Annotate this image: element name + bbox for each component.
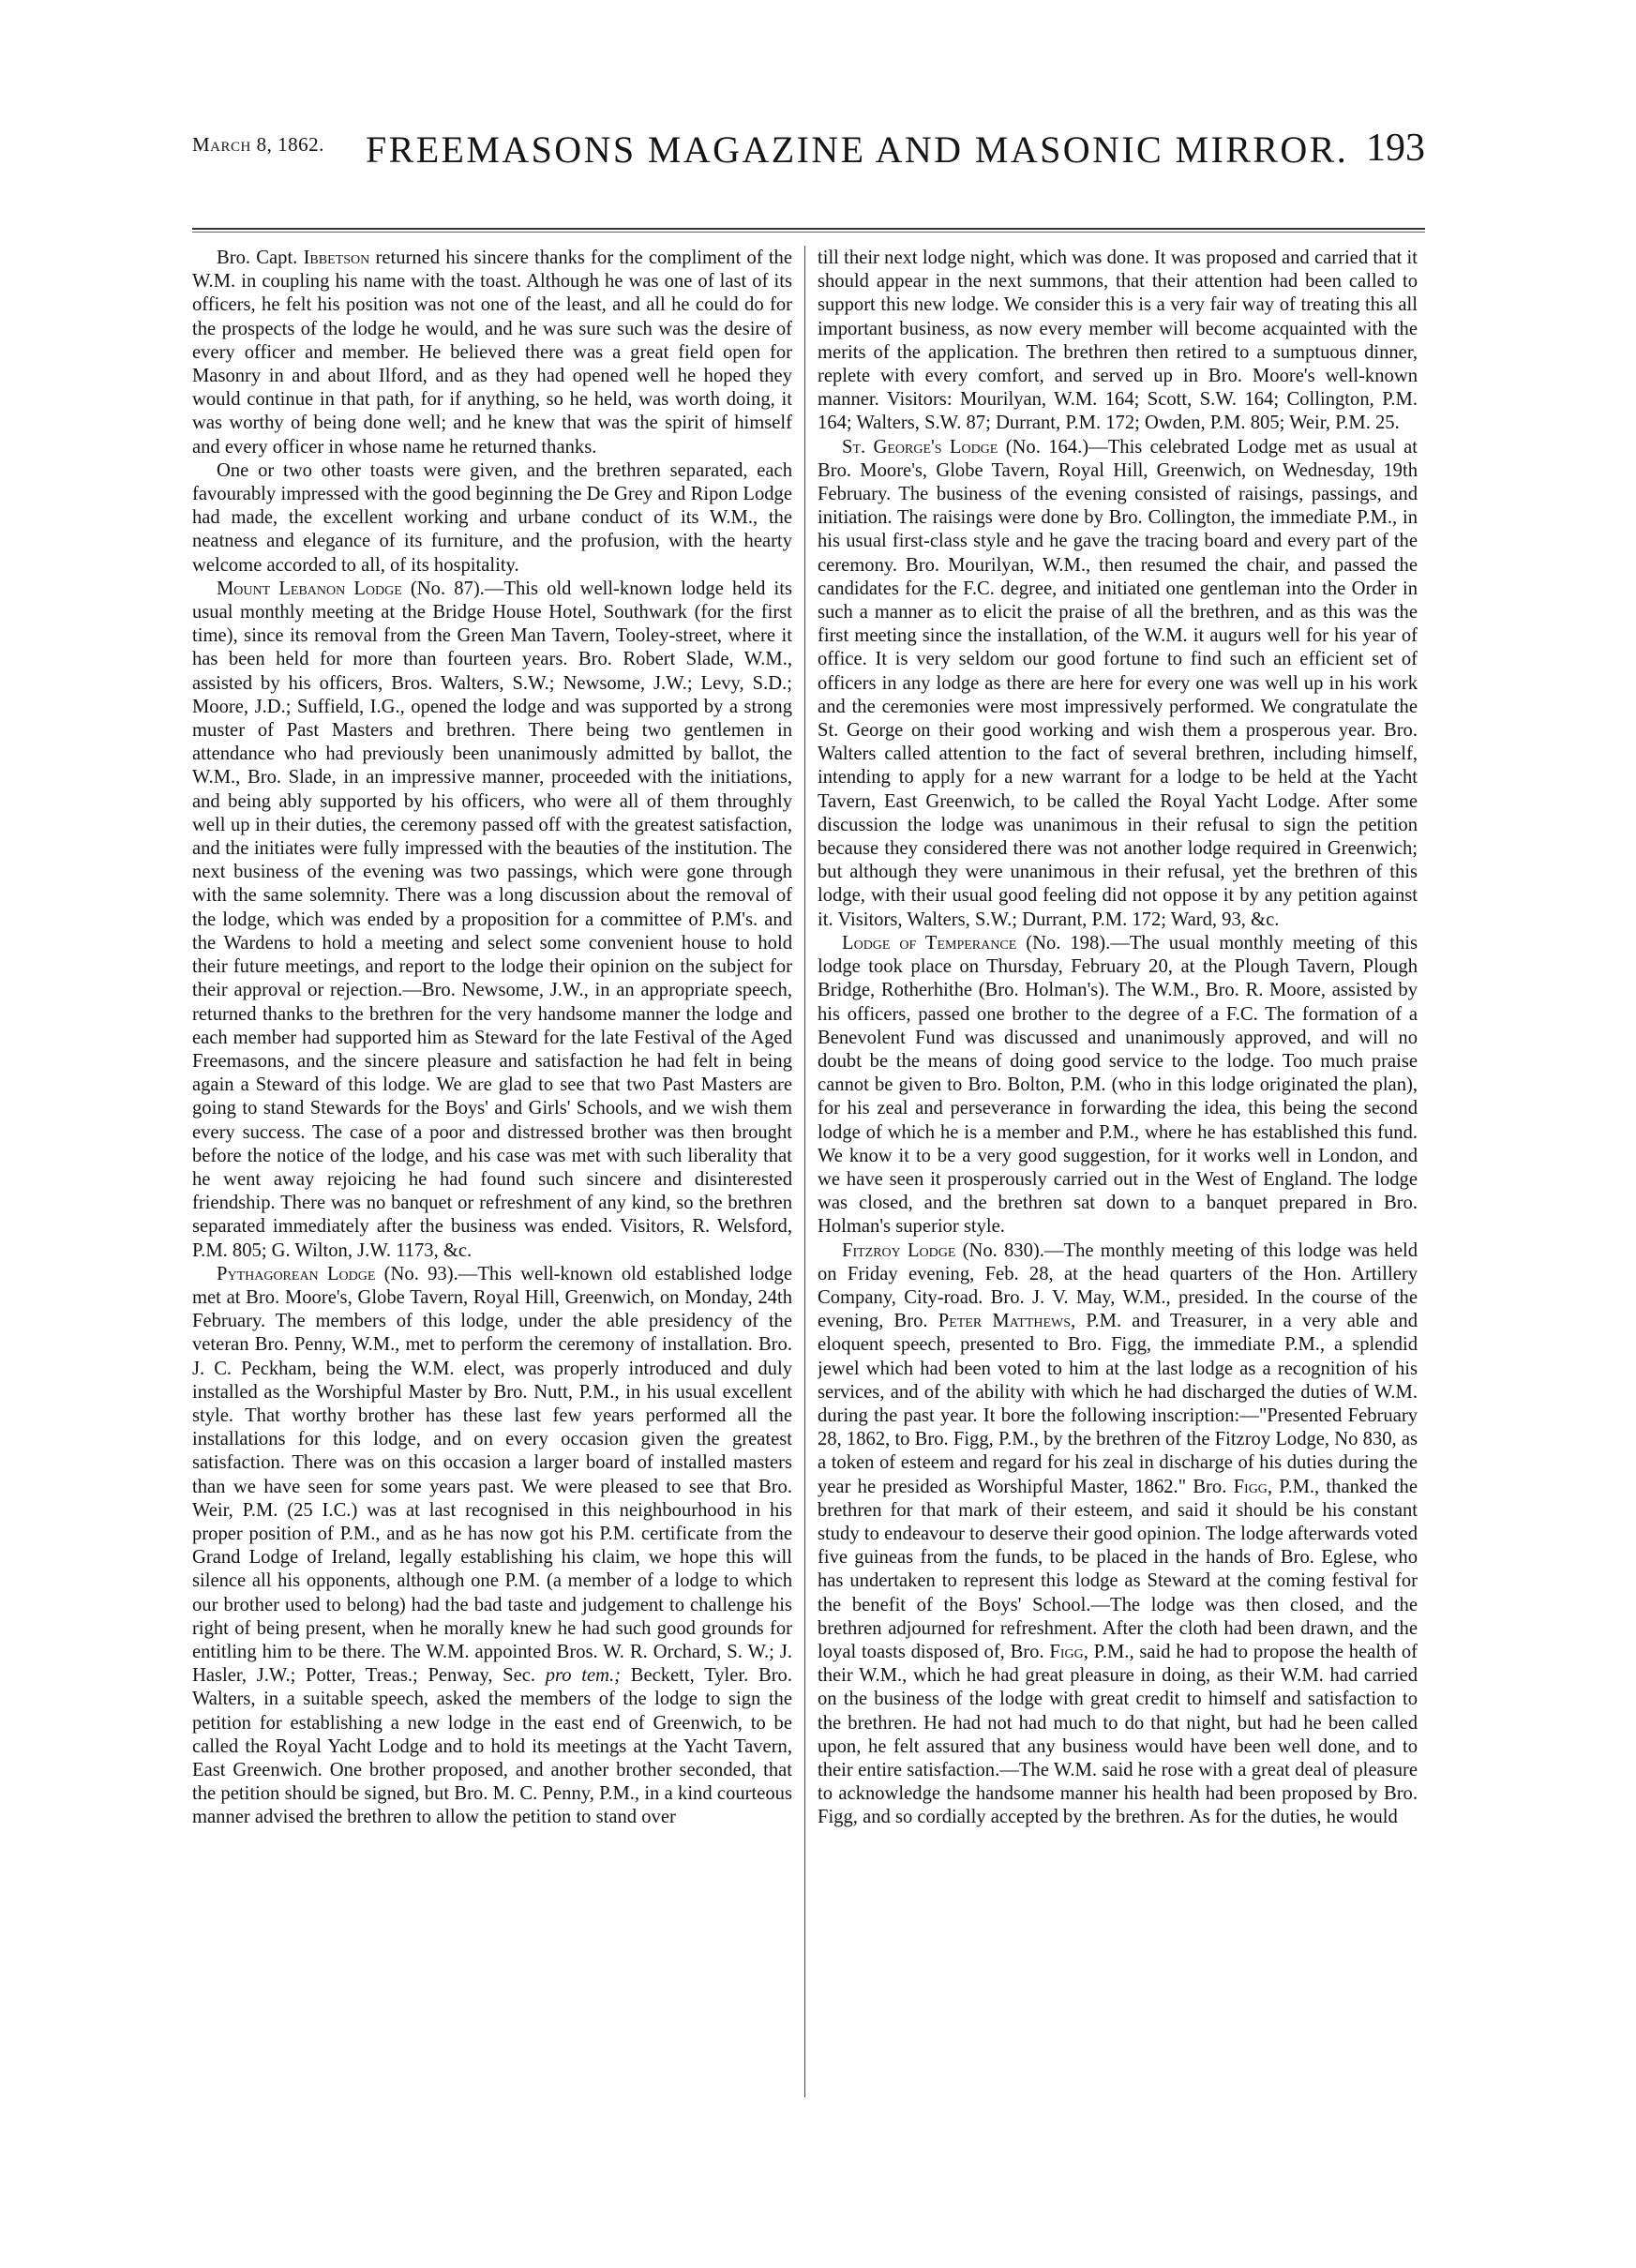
paragraph-fitzroy-lodge: Fitzroy Lodge (No. 830).—The monthly meeting of this lodge was held on Friday evening, Feb. 28, at the head quarters of the Hon. Artillery Company, City-road. Bro. J. V. May, W.M., presided. In the course of the evening, Bro. Peter Matthews, P.M. and Treasurer, in a very able and eloquent speech, presented to Bro. Figg, the immediate P.M., a splendid jewel which had been voted to him at the last lodge as a recognition of his services, and of the ability with which he had discharged the duties of W.M. during the past year. It bore the following inscription:—"Presented February 28, 1862, to Bro. Figg, P.M., by the brethren of the Fitzroy Lodge, No 830, as a token of esteem and regard for his zeal in discharge of his duties during the year he presided as Worshipful Master, 1862." Bro. Figg, P.M., thanked the brethren for that mark of their esteem, and said it should be his constant study to endeavour to deserve their good opinion. The lodge afterwards voted five guineas from the funds, to be placed in the hands of Bro. Eglese, who has undertaken to represent this lodge as Steward at the coming festival for the benefit of the Boys' School.—The lodge was then closed, and the brethren adjourned for refreshment. After the cloth had been drawn, and the loyal toasts disposed of, Bro. Figg, P.M., said he had to propose the health of their W.M., which he had great pleasure in doing, as their W.M. had carried on the business of the lodge with great credit to himself and satisfaction to the brethren. He had not had much to do that night, but had he been called upon, he felt assured that any business would have been well done, and to their entire satisfaction.—The W.M. said he rose with a great deal of pleasure to acknowledge the handsome manner his health had been proposed by Bro. Figg, and so cordially accepted by the brethren. As for the duties, he would [818,1239,1418,1828]
paragraph-st-georges-lodge: St. George's Lodge (No. 164.)—This celebrated Lodge met as usual at Bro. Moore's, Globe Tavern, Royal Hill, Greenwich, on Wednesday, 19th February. The business of the evening consisted of raisings, passings, and initiation. The raisings were done by Bro. Collington, the immediate P.M., in his usual first-class style and he gave the tracing board and every part of the ceremony. Bro. Mourilyan, W.M., then resumed the chair, and passed the candidates for the F.C. degree, and initiated one gentleman into the Order in such a manner as to elicit the praise of all the brethren, and as this was the first meeting since the installation, of the W.M. it augurs well for his year of office. It is very seldom our good fortune to find such an efficient set of officers in any lodge as there are here for every one was well up in his work and the ceremonies were most impressively performed. We congratulate the St. George on their good working and wish them a prosperous year. Bro. Walters called attention to the fact of several brethren, including himself, intending to apply for a new warrant for a lodge to be held at the Yacht Tavern, East Greenwich, to be called the Royal Yacht Lodge. After some discussion the lodge was unanimous in their refusal to sign the petition because they considered there was not another lodge required in Greenwich; but although they were unanimous in their refusal, yet the brethren of this lodge, with their usual good feeling did not oppose it by any petition against it. Visitors, Walters, S.W.; Durrant, P.M. 172; Ward, 93, &c. [818,436,1418,930]
lodge-name: Pythagorean Lodge [217,1263,376,1284]
person-name: Figg [1049,1641,1084,1662]
magazine-title: FREEMASONS MAGAZINE AND MASONIC MIRROR. [366,128,1349,171]
paragraph-ibbetson-thanks: Bro. Capt. Ibbetson returned his sincere thanks for the compliment of the W.M. in coupling his name with the toast. Although he was one of last of its officers, he felt his position was not one of the least, and all he could do for the prospects of the lodge he would, and he was sure such was the desire of every officer and member. He believed there was a great field open for Masonry in and about Ilford, and as they had opened well he hoped they would continue in that path, for if anything, so he held, was worth doing, it was worthy of being done well; and he knew that was the spirit of himself and every officer in whose name he returned thanks. [192,248,792,458]
paragraph-mount-lebanon-lodge: Mount Lebanon Lodge (No. 87).—This old well-known lodge held its usual monthly meeting at the Bridge House Hotel, Southwark (for the first time), since its removal from the Green Man Tavern, Tooley-street, where it has been held for more than fourteen years. Bro. Robert Slade, W.M., assisted by his officers, Bros. Walters, S.W.; Newsome, J.W.; Levy, S.D.; Moore, J.D.; Suffield, I.G., opened the lodge and was supported by a strong muster of Past Masters and brethren. There being two gentlemen in attendance who had previously been unanimously admitted by ballot, the W.M., Bro. Slade, in an impressive manner, proceeded with the initiations, and being ably supported by his officers, who were all of them throughly well up in their duties, the ceremony passed off with the greatest satisfaction, and the initiates were fully impressed with the beauties of the institution. The next business of the evening was two passings, which were gone through with the same solemnity. There was a long discussion about the removal of the lodge, which was ended by a proposition for a committee of P.M's. and the Wardens to hold a meeting and select some convenient house to hold their future meetings, and report to the lodge their opinion on the subject for their approval or rejection.—Bro. Newsome, J.W., in an appropriate speech, returned thanks to the brethren for the very handsome manner the lodge and each member had supported him as Steward for the late Festival of the Aged Freemasons, and the sincere pleasure and satisfaction he had felt in being again a Steward of this lodge. We are glad to see that two Past Masters are going to stand Stewards for the Boys' and Girls' Schools, and we wish them every success. The case of a poor and distressed brother was then brought before the notice of the lodge, and his case was met with such liberality that he went away rejoicing he had found such sincere and disinterested friendship. There was no banquet or refreshment of any kind, so the brethren separated immediately after the business was ended. Visitors, R. Welsford, P.M. 805; G. Wilton, J.W. 1173, &c. [192,578,792,1261]
paragraph-lodge-of-temperance: Lodge of Temperance (No. 198).—The usual monthly meeting of this lodge took place on Thursday, February 20, at the Plough Tavern, Plough Bridge, Rotherhithe (Bro. Holman's). The W.M., Bro. R. Moore, assisted by his officers, passed one brother to the degree of a F.C. The formation of a Benevolent Fund was discussed and unanimously approved, and will no doubt be the means of doing good service to the lodge. Too much praise cannot be given to Bro. Bolton, P.M. (who in this lodge originated the plan), for his zeal and perseverance in forwarding the idea, this being the second lodge of which he is a member and P.M., where he has established this fund. We know it to be a very good suggestion, for it works well in London, and we have seen it prosperously carried out in the West of England. The lodge was closed, and the brethren sat down to a banquet prepared in Bro. Holman's superior style. [818,932,1418,1238]
person-name: Figg [1233,1476,1268,1497]
paragraph-continued: till their next lodge night, which was done. It was proposed and carried that it should appear in the next summons, that their attention had been called to support this new lodge. We consider this is a very fair way of treating this all important business, as now every member will become acquainted with the merits of the application. The brethren then retired to a sumptuous dinner, replete with every comfort, and served up in Bro. Moore's well-known manner. Visitors: Mourilyan, W.M. 164; Scott, S.W. 164; Collington, P.M. 164; Walters, S.W. 87; Durrant, P.M. 172; Owden, P.M. 805; Weir, P.M. 25. [818,248,1418,434]
left-column [192,247,792,2084]
lodge-name: St. George's Lodge [842,436,998,458]
page-header [192,128,1425,193]
lodge-name: Mount Lebanon Lodge [217,578,402,599]
column-divider [804,246,805,2097]
header-rule-thin [192,232,1425,233]
issue-date: March 8, 1862. [192,133,324,156]
paragraph-pythagorean-lodge: Pythagorean Lodge (No. 93).—This well-known old established lodge met at Bro. Moore's, Globe Tavern, Royal Hill, Greenwich, on Monday, 24th February. The members of this lodge, under the able presidency of the veteran Bro. Penny, W.M., met to perform the ceremony of installation. Bro. J. C. Peckham, being the W.M. elect, was properly introduced and duly installed as the Worshipful Master by Bro. Nutt, P.M., in his usual excellent style. That worthy brother has these last few years performed all the installations for this lodge, and on every occasion given the greatest satisfaction. There was on this occasion a larger board of installed masters than we have seen for some years past. We were pleased to see that Bro. Weir, P.M. (25 I.C.) was at last recognised in this neighbourhood in his proper position of P.M., and as he has now got his P.M. certificate from the Grand Lodge of Ireland, legally establishing his claim, we hope this will silence all his opponents, although one P.M. (a member of a lodge to which our brother used to belong) had the bad taste and judgement to challenge his right of being present, when he morally knew he had such good grounds for entitling him to be there. The W.M. appointed Bros. W. R. Orchard, S. W.; J. Hasler, J.W.; Potter, Treas.; Penway, Sec. pro tem.; Beckett, Tyler. Bro. Walters, in a suitable speech, asked the members of the lodge to sign the petition for establishing a new lodge in the east end of Greenwich, to be called the Royal Yacht Lodge and to hold its meetings at the Yacht Tavern, East Greenwich. One brother proposed, and another brother seconded, that the petition should be signed, but Bro. M. C. Penny, P.M., in a kind courteous manner advised the brethren to allow the petition to stand over [192,1263,792,1828]
header-rule [192,228,1425,230]
paragraph-toasts: One or two other toasts were given, and the brethren separated, each favourably impressed with the good beginning the De Grey and Ripon Lodge had made, the excellent working and urbane conduct of its W.M., the neatness and elegance of its furniture, and the profusion, with the hearty welcome accorded to all, of its hospitality. [192,459,792,576]
lodge-name: Fitzroy Lodge [842,1239,956,1261]
page-number: 193 [1366,127,1425,170]
person-name: Ibbetson [303,248,370,268]
right-column [818,247,1418,2084]
lodge-name: Lodge of Temperance [842,932,1017,954]
person-name: Peter Matthews [938,1311,1071,1332]
